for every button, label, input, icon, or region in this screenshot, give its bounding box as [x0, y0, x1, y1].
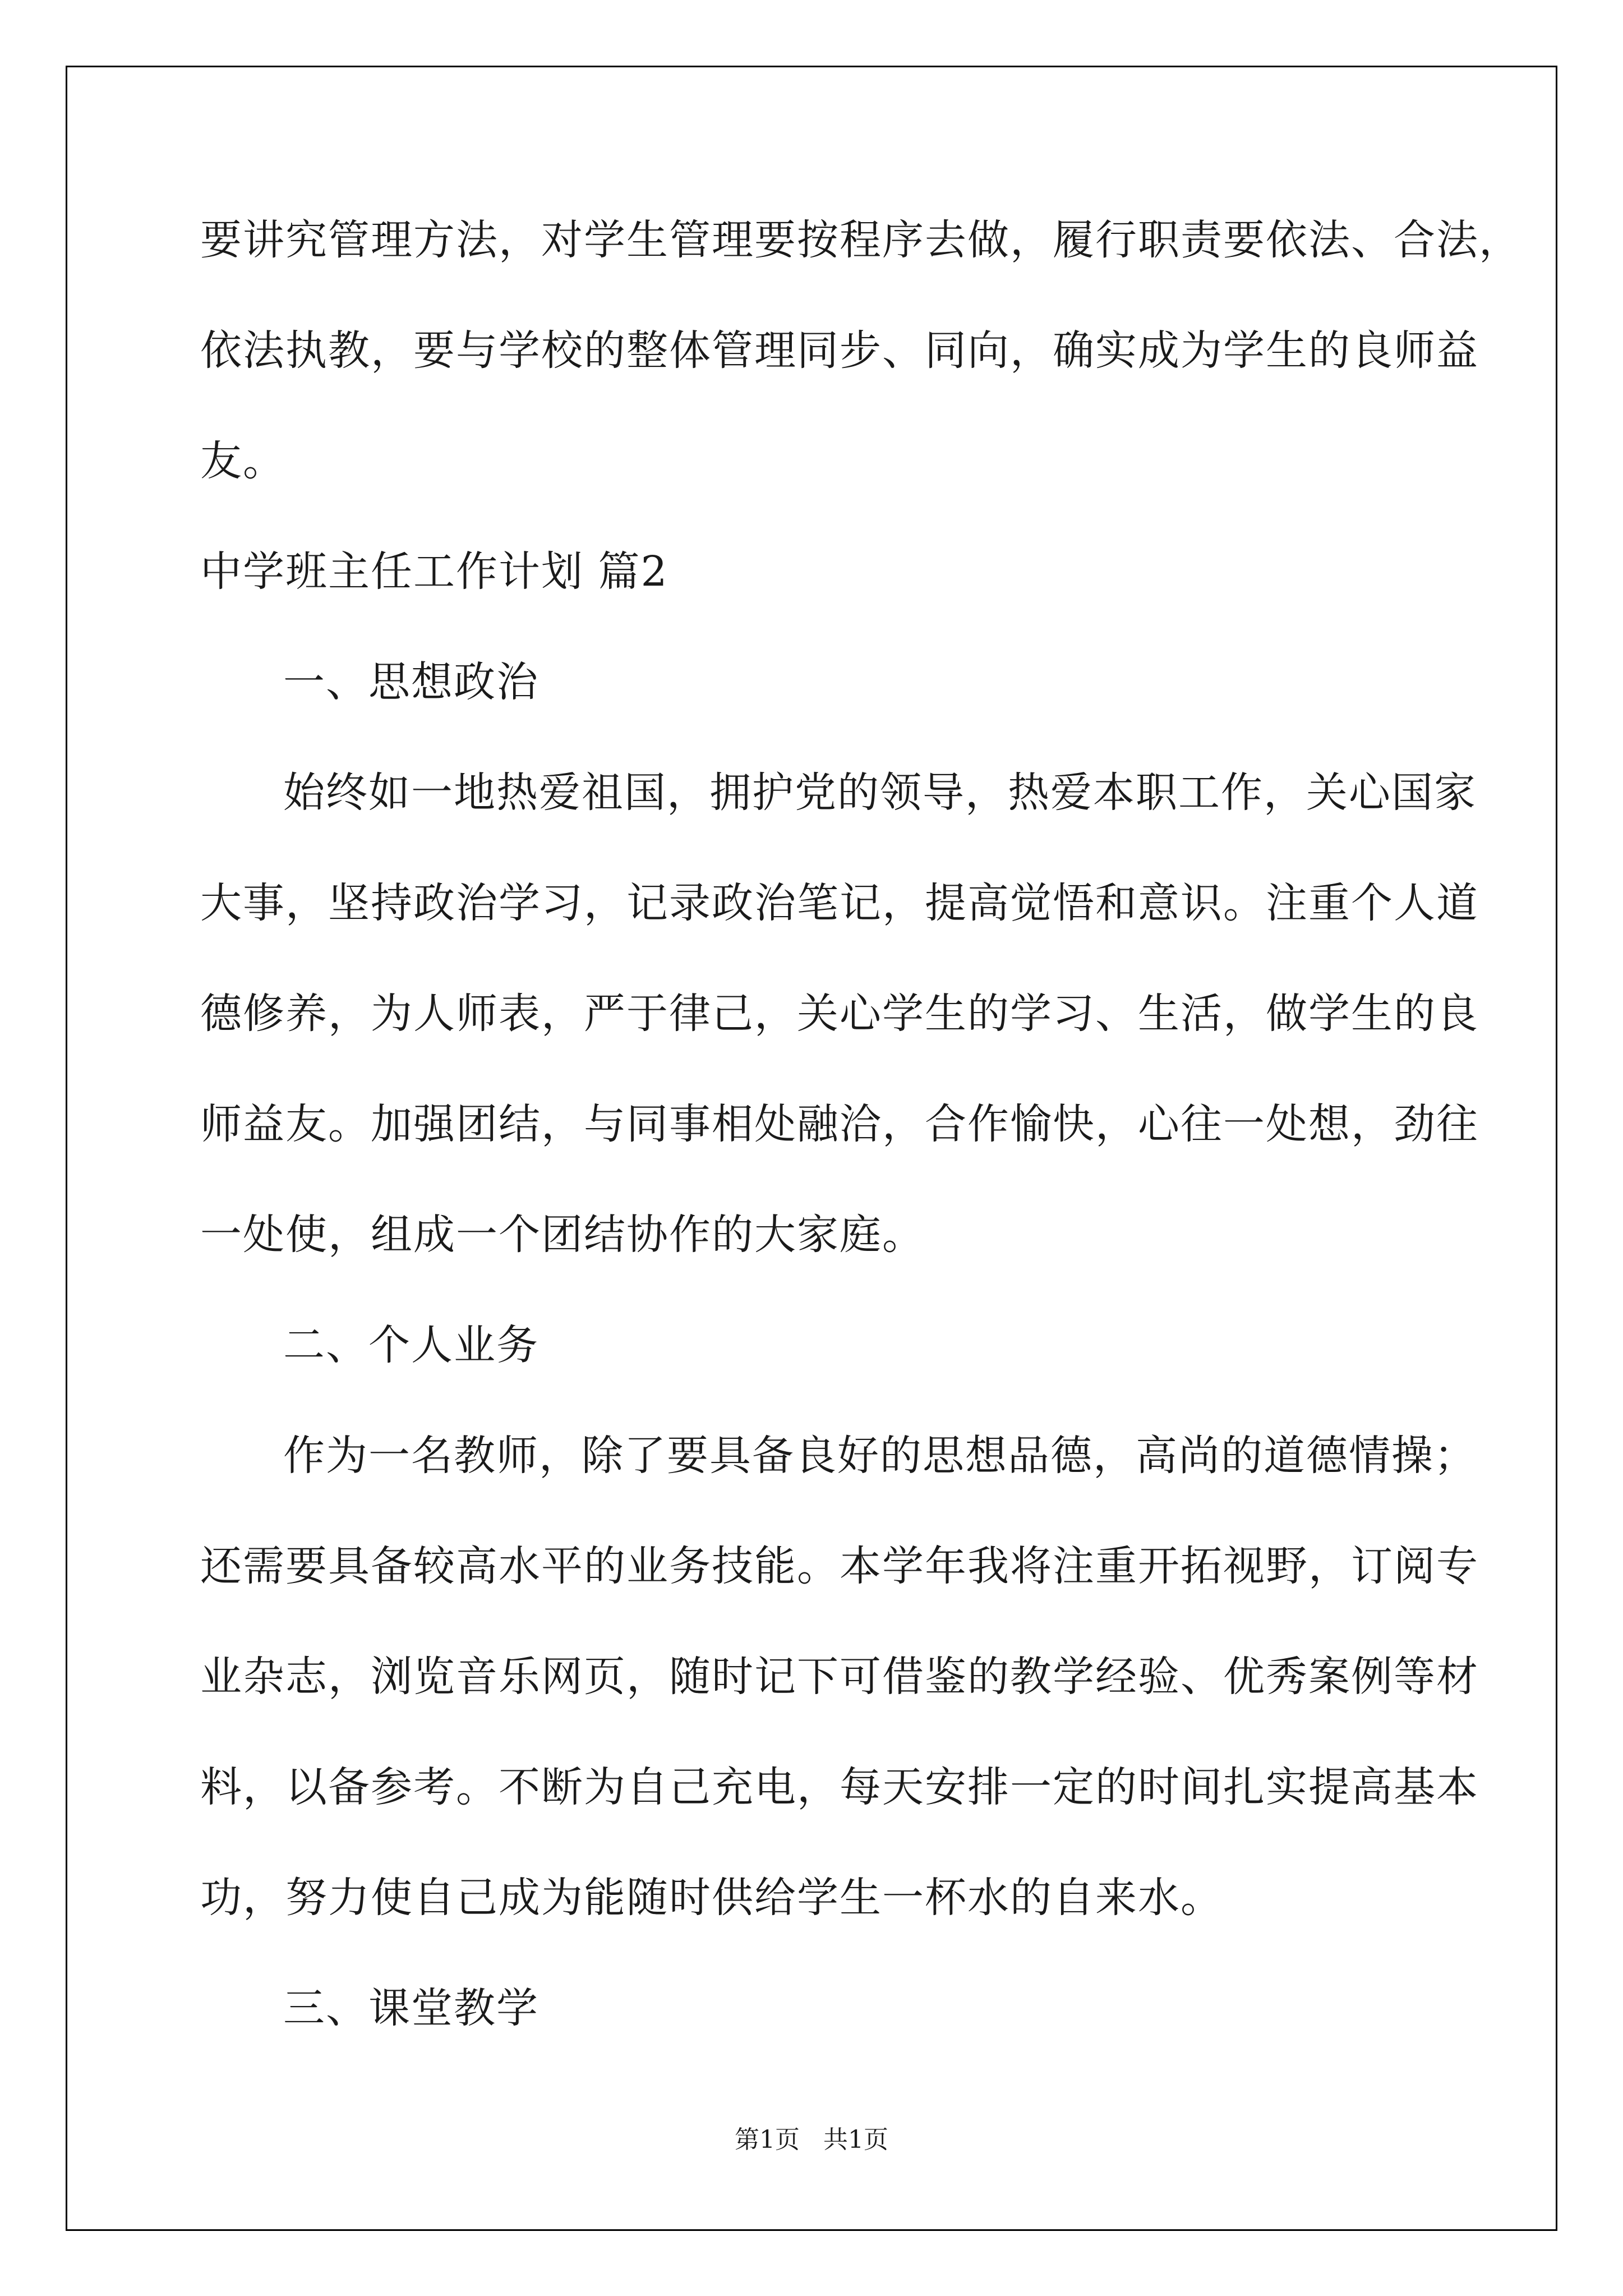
paragraph-line: 业杂志，浏览音乐网页，随时记下可借鉴的教学经验、优秀案例等材	[200, 1653, 1479, 1701]
paragraph-line: 还需要具备较高水平的业务技能。本学年我将注重开拓视野，订阅专	[200, 1542, 1479, 1590]
section-heading: 一、思想政治	[283, 658, 539, 706]
page-footer: 第1页 共1页	[735, 2125, 888, 2154]
paragraph-line: 一处使，组成一个团结协作的大家庭。	[200, 1211, 925, 1259]
paragraph-line: 始终如一地热爱祖国，拥护党的领导，热爱本职工作，关心国家	[283, 769, 1477, 817]
paragraph-line: 友。	[200, 437, 285, 485]
section-heading: 二、个人业务	[283, 1321, 539, 1369]
paragraph-line: 德修养，为人师表，严于律己，关心学生的学习、生活，做学生的良	[200, 990, 1479, 1038]
paragraph-line: 师益友。加强团结，与同事相处融洽，合作愉快，心往一处想，劲往	[200, 1100, 1479, 1148]
paragraph-line: 依法执教，要与学校的整体管理同步、同向，确实成为学生的良师益	[200, 326, 1479, 375]
paragraph-line: 料，以备参考。不断为自己充电，每天安排一定的时间扎实提高基本	[200, 1763, 1479, 1811]
paragraph-line: 要讲究管理方法，对学生管理要按程序去做，履行职责要依法、合法，	[200, 216, 1521, 264]
paragraph-line: 作为一名教师，除了要具备良好的思想品德，高尚的道德情操；	[283, 1432, 1477, 1480]
paragraph-line: 功，努力使自己成为能随时供给学生一杯水的自来水。	[200, 1874, 1223, 1922]
section-heading: 三、课堂教学	[283, 1984, 539, 2032]
section-title: 中学班主任工作计划 篇2	[200, 547, 668, 596]
paragraph-line: 大事，坚持政治学习，记录政治笔记，提高觉悟和意识。注重个人道	[200, 879, 1479, 927]
